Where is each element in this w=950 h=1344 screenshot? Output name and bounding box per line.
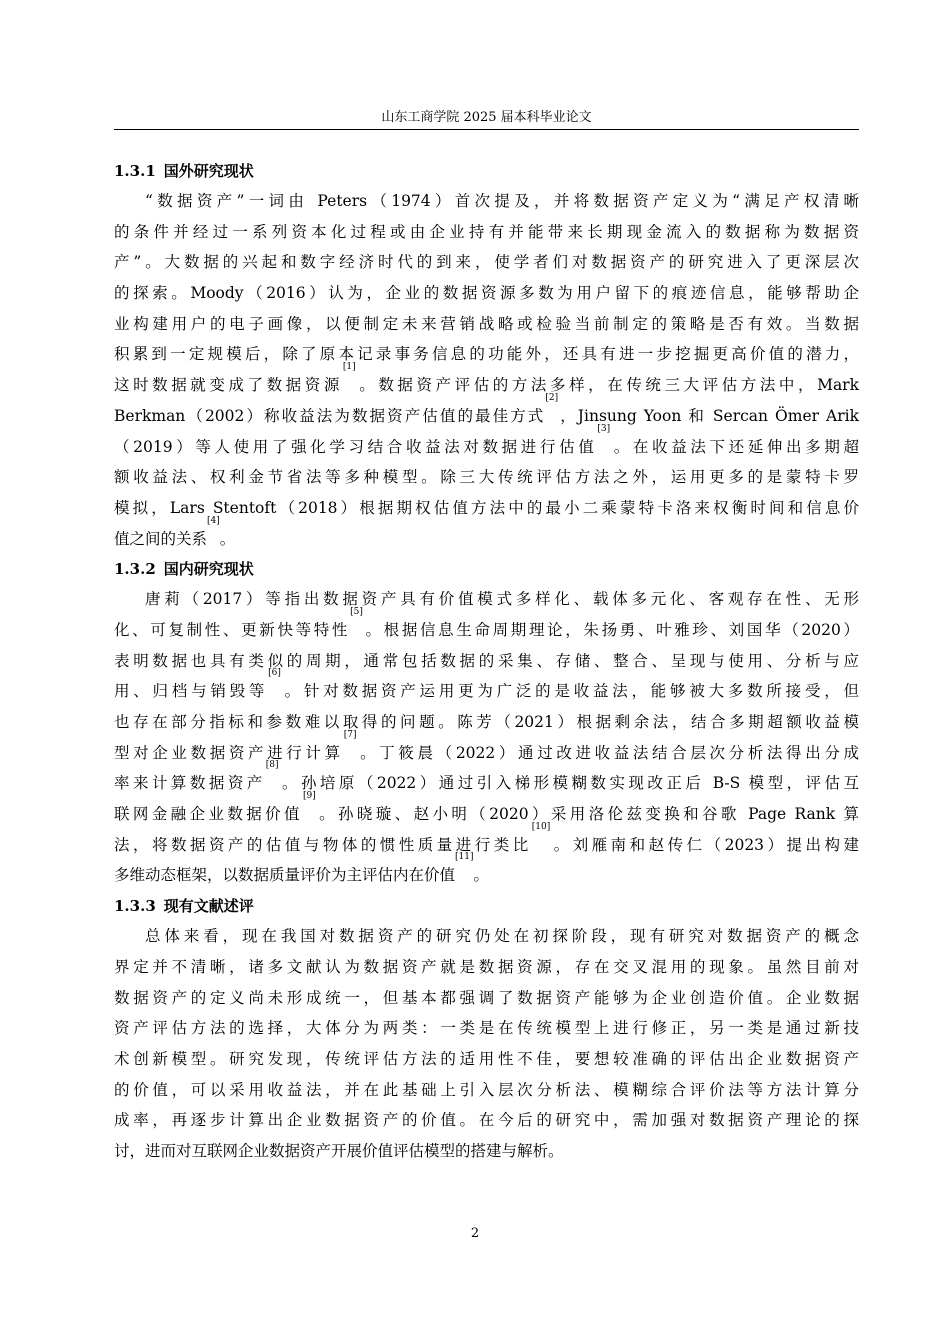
line-text: 术创新模型。研究发现，传统评估方法的适用性不佳，要想较准确的评估出企业数据资产 xyxy=(114,1049,859,1068)
body-content xyxy=(114,156,859,1167)
text-line xyxy=(114,983,859,1014)
text-line xyxy=(114,309,859,340)
section-title: 国内研究现状 xyxy=(163,560,254,579)
line-text: 。 xyxy=(473,866,490,885)
line-text: 率来计算数据资产 xyxy=(114,774,266,793)
line-text: 多维动态框架，以数据质量评价为主评估内在价值 xyxy=(114,866,456,885)
line-text: 的探索。Moody（2016）认为，企业的数据资源多数为用户留下的痕迹信息，能够帮助企 xyxy=(114,284,859,303)
line-text: 的价值，可以采用收益法，并在此基础上引入层次分析法、模糊综合评价法等方法计算分 xyxy=(114,1080,859,1099)
line-text: 值之间的关系 xyxy=(114,529,208,548)
line-text: 表明数据也具有类似的周期，通常包括数据的采集、存储、整合、呈现与使用、分析与应 xyxy=(114,651,859,670)
text-line xyxy=(114,423,859,463)
section-title: 国外研究现状 xyxy=(163,162,254,180)
text-line xyxy=(114,1075,859,1106)
text-line xyxy=(114,1136,859,1167)
line-text: 。针对数据资产运用更为广泛的是收益法，能够被大多数所接受，但 xyxy=(280,682,859,701)
line-text: 。丁筱晨（2022）通过改进收益法结合层次分析法得出分成 xyxy=(356,743,859,762)
header-rule xyxy=(114,129,859,130)
text-line xyxy=(114,646,859,677)
citation-ref: [7] xyxy=(343,729,357,740)
text-line xyxy=(114,606,859,646)
text-line xyxy=(114,462,859,493)
section-number: 1.3.3 xyxy=(114,897,156,916)
text-line xyxy=(114,729,859,769)
line-text: 资产评估方法的选择，大体分为两类：一类是在传统模型上进行修正，另一类是通过新技 xyxy=(114,1019,859,1038)
section-heading-1-3-2 xyxy=(114,554,859,584)
text-line xyxy=(114,392,859,432)
section-heading-1-3-1 xyxy=(114,156,859,186)
text-line xyxy=(114,247,859,278)
text-line xyxy=(114,186,859,217)
citation-ref: [8] xyxy=(265,760,279,771)
section-heading-1-3-3 xyxy=(114,891,859,921)
line-text: 联网金融企业数据价值 xyxy=(114,805,303,824)
text-line xyxy=(114,584,859,615)
citation-ref: [5] xyxy=(350,606,363,617)
section-title: 现有文献述评 xyxy=(163,897,254,916)
line-text: 额收益法、权利金节省法等多种模型。除三大传统评估方法之外，运用更多的是蒙特卡罗 xyxy=(114,468,859,487)
line-text: 。孙培原（2022）通过引入梯形模糊数实现改正后 B-S 模型，评估互 xyxy=(278,774,859,793)
line-text: 数据资产的定义尚未形成统一，但基本都强调了数据资产能够为企业创造价值。企业数据 xyxy=(114,988,859,1007)
line-text: 法，将数据资产的估值与物体的惯性质量进行类比 xyxy=(114,835,532,854)
text-line xyxy=(114,821,859,861)
line-text: 产”。大数据的兴起和数字经济时代的到来，使学者们对数据资产的研究进入了更深层次 xyxy=(114,253,859,272)
citation-ref: [1] xyxy=(342,362,356,373)
text-line xyxy=(114,217,859,248)
line-text: 。根据信息生命周期理论，朱扬勇、叶雅珍、刘国华（2020） xyxy=(362,620,859,639)
text-line xyxy=(114,791,859,830)
line-text: 。数据资产评估的方法多样，在传统三大评估方法中，Mark xyxy=(355,376,859,395)
page-number: 2 xyxy=(470,1226,480,1241)
text-line xyxy=(114,1105,859,1136)
line-text: 讨，进而对互联网企业数据资产开展价值评估模型的搭建与解析。 xyxy=(114,1141,564,1160)
text-line xyxy=(114,760,859,802)
citation-ref: [11] xyxy=(455,852,474,863)
section-number: 1.3.2 xyxy=(114,560,156,579)
line-text: 。在收益法下还延伸出多期超 xyxy=(610,437,859,456)
citation-ref: [4] xyxy=(207,515,220,526)
paragraph-literature-review xyxy=(114,921,859,1167)
citation-ref: [9] xyxy=(302,791,316,802)
line-text: 成率，再逐步计算出企业数据资产的价值。在今后的研究中，需加强对数据资产理论的探 xyxy=(114,1111,859,1130)
text-line xyxy=(114,339,859,373)
line-text: 型对企业数据资产进行计算 xyxy=(114,743,344,762)
line-text: Berkman（2002）称收益法为数据资产估值的最佳方式 xyxy=(114,406,546,425)
line-text: 的条件并经过一系列资本化过程或由企业持有并能带来长期现金流入的数据称为数据资 xyxy=(114,222,859,241)
line-text: （2019）等人使用了强化学习结合收益法对数据进行估值 xyxy=(114,437,598,456)
text-line xyxy=(114,362,859,401)
text-line xyxy=(114,668,859,707)
text-line xyxy=(114,278,859,309)
text-line xyxy=(114,952,859,983)
citation-ref: [6] xyxy=(268,668,281,679)
line-text: 业构建用户的电子画像，以便制定未来营销战略或检验当前制定的策略是否有效。当数据 xyxy=(114,314,859,333)
line-text: 。刘雁南和赵传仁（2023）提出构建 xyxy=(550,835,859,854)
line-text: 模拟，Lars Stentoft（2018）根据期权估值方法中的最小二乘蒙特卡洛来权衡时间和信息价 xyxy=(114,498,859,517)
line-text: 也存在部分指标和参数难以取得的问题。陈芳（2021）根据剩余法，结合多期超额收益模 xyxy=(114,713,859,731)
line-text: “数据资产”一词由 Peters（1974）首次提及，并将数据资产定义为“满足产权清晰 xyxy=(145,192,859,210)
line-text: 唐莉（2017）等指出数据资产具有价值模式多样化、载体多元化、客观存在性、无形 xyxy=(145,590,859,609)
text-line xyxy=(114,515,859,555)
text-line xyxy=(114,493,859,524)
line-text: 总体来看，现在我国对数据资产的研究仍处在初探阶段，现有研究对数据资产的概念 xyxy=(145,927,859,946)
citation-ref: [10] xyxy=(531,821,551,832)
line-text: 。 xyxy=(219,529,236,548)
line-text: 这时数据就变成了数据资源 xyxy=(114,376,343,395)
line-text: ，Jinsung Yoon 和 Sercan Ömer Arik xyxy=(558,406,859,425)
line-text: 化、可复制性、更新快等特性 xyxy=(114,620,351,639)
paragraph-foreign-research xyxy=(114,186,859,554)
citation-ref: [3] xyxy=(597,423,611,434)
text-line xyxy=(114,1044,859,1075)
citation-ref: [2] xyxy=(545,392,559,403)
text-line xyxy=(114,707,859,738)
running-header: 山东工商学院 2025 届本科毕业论文 xyxy=(381,110,592,125)
text-line xyxy=(114,1013,859,1044)
line-text: 积累到一定规模后，除了原本记录事务信息的功能外，还具有进一步挖掘更高价值的潜力， xyxy=(114,345,859,364)
text-line xyxy=(114,921,859,952)
line-text: 用、归档与销毁等 xyxy=(114,682,269,701)
line-text: 界定并不清晰，诸多文献认为数据资产就是数据资源，存在交叉混用的现象。虽然目前对 xyxy=(114,957,859,976)
paragraph-domestic-research xyxy=(114,584,859,891)
text-line xyxy=(114,852,859,891)
section-number: 1.3.1 xyxy=(114,162,156,180)
line-text: 。孙晓璇、赵小明（2020）采用洛伦兹变换和谷歌 Page Rank 算 xyxy=(315,805,859,824)
